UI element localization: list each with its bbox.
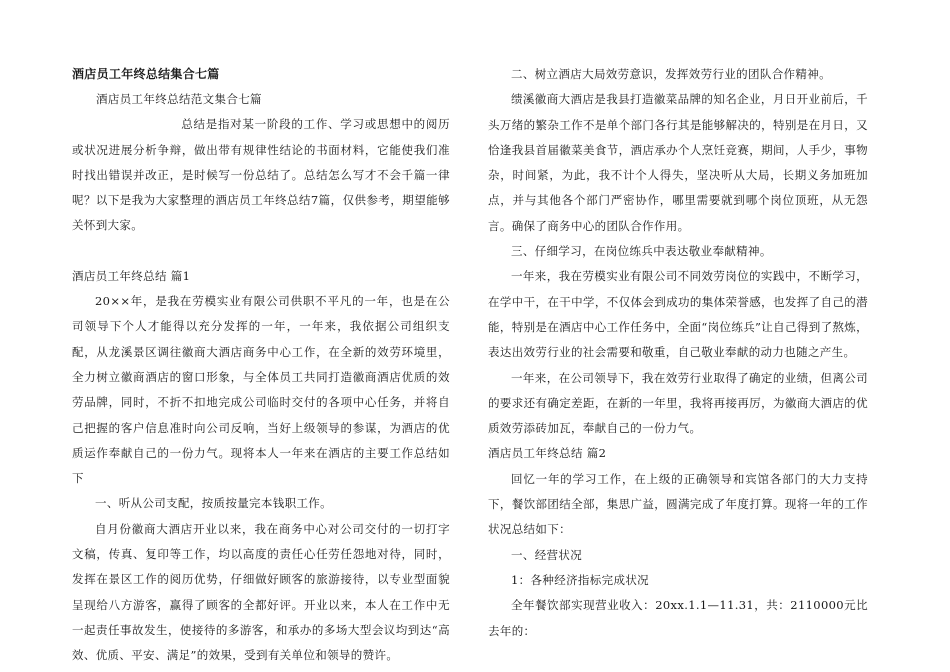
section2-heading: 酒店员工年终总结 篇2 — [488, 446, 607, 461]
document-subtitle: 酒店员工年终总结范文集合七篇 — [96, 92, 262, 106]
section1-paragraph-4: 一年来，我在劳模实业有限公司不同效劳岗位的实践中，不断学习，在学中干，在干中学，不仅体会到成功的集体荣誉感，也发挥了自己的潜能，特别是在酒店中心工作任务中，全面“岗位练兵”让自己得到了熬炼，表达出效劳行业的社会需要和敬重，自己敬业奉献的动力也随之产生。 — [488, 269, 868, 360]
section1-heading-1: 一、听从公司支配，按质按量完本钱职工作。 — [95, 496, 332, 511]
section1-heading-2: 二、树立酒店大局效劳意识，发挥效劳行业的团队合作精神。 — [511, 67, 831, 81]
section2-heading-1: 一、经营状况 — [511, 547, 583, 562]
section2-paragraph-2: 全年餐饮部实现营业收入：20xx.1.1—11.31，共：2110000元比去年的： — [488, 598, 868, 638]
section1-heading-3: 三、仔细学习，在岗位练兵中表达敬业奉献精神。 — [511, 244, 772, 259]
section2-paragraph-1: 回忆一年的学习工作，在上级的正确领导和宾馆各部门的大力支持下，餐饮部团结全部，集思广益，圆满完成了年度打算。现将一年的工作状况总结如下： — [488, 471, 868, 537]
paragraph-gap — [72, 239, 450, 264]
intro-paragraph: 总结是指对某一阶段的工作、学习或思想中的阅历或状况进展分析争辩，做出带有规律性结论的书面材料，它能使我们准时找出错误并改正，是时候写一份总结了。总结怎么写才不会千篇一律呢？以下是我为大家整理的酒店员工年终总结7篇，仅供参考，期望能够关怀到大家。 — [72, 117, 450, 233]
section1-paragraph-5: 一年来，在公司领导下，我在效劳行业取得了确定的业绩，但离公司的要求还有确定差距，在新的一年里，我将再接再厉，为徽商大酒店的优质效劳添砖加瓦，奉献自己的一份力气。 — [488, 370, 868, 436]
section1-paragraph-1: 20××年，是我在劳模实业有限公司供职不平凡的一年，也是在公司领导下个人才能得以充分发挥的一年，一年来，我依据公司组织支配，从龙溪景区调往徽商大酒店商务中心工作，在全新的效劳环境里，全力树立徽商酒店的窗口形象，与全体员工共同打造徽商酒店优质的效劳品牌，同时，不折不扣地完成公司临时交付的各项中心任务，并将自己把握的客户信息准时向公司反响，当好上级领导的参谋，为酒店的优质运作奉献自己的一份力气。现将本人一年来在酒店的主要工作总结如下 — [72, 294, 450, 486]
left-column — [72, 62, 450, 669]
section1-paragraph-2: 自月份徽商大酒店开业以来，我在商务中心对公司交付的一切打字文稿，传真、复印等工作，均以高度的责任心任劳任怨地对待，同时，发挥在景区工作的阅历优势，仔细做好顾客的旅游接待，以专业型面貌呈现给八方游客，赢得了顾客的全都好评。开业以来，本人在工作中无一起责任事故发生，使接待的多游客，和承办的多场大型会议均到达“高效、优质、平安、满足”的效果，受到有关单位和领导的赞许。 — [72, 521, 450, 663]
section2-heading-2: 1：各种经济指标完成状况 — [511, 572, 650, 587]
section1-heading: 酒店员工年终总结 篇1 — [72, 268, 191, 283]
right-column — [488, 62, 868, 644]
document-title: 酒店员工年终总结集合七篇 — [72, 67, 220, 81]
section1-paragraph-3: 缋溪徽商大酒店是我县打造徽菜品牌的知名企业，月日开业前后，千头万绪的繁杂工作不是单个部门各行其是能够解决的，特别是在月日，又恰逢我县首届徽菜美食节，酒店承办个人烹饪竞赛，期间，人手少，事物杂，时间紧，为此，我不计个人得失，坚决听从大局，长期义务加班加点，并与其他各个部门严密协作，哪里需要就到哪个岗位顶班，从无怨言。确保了商务中心的团队合作作用。 — [488, 92, 868, 233]
